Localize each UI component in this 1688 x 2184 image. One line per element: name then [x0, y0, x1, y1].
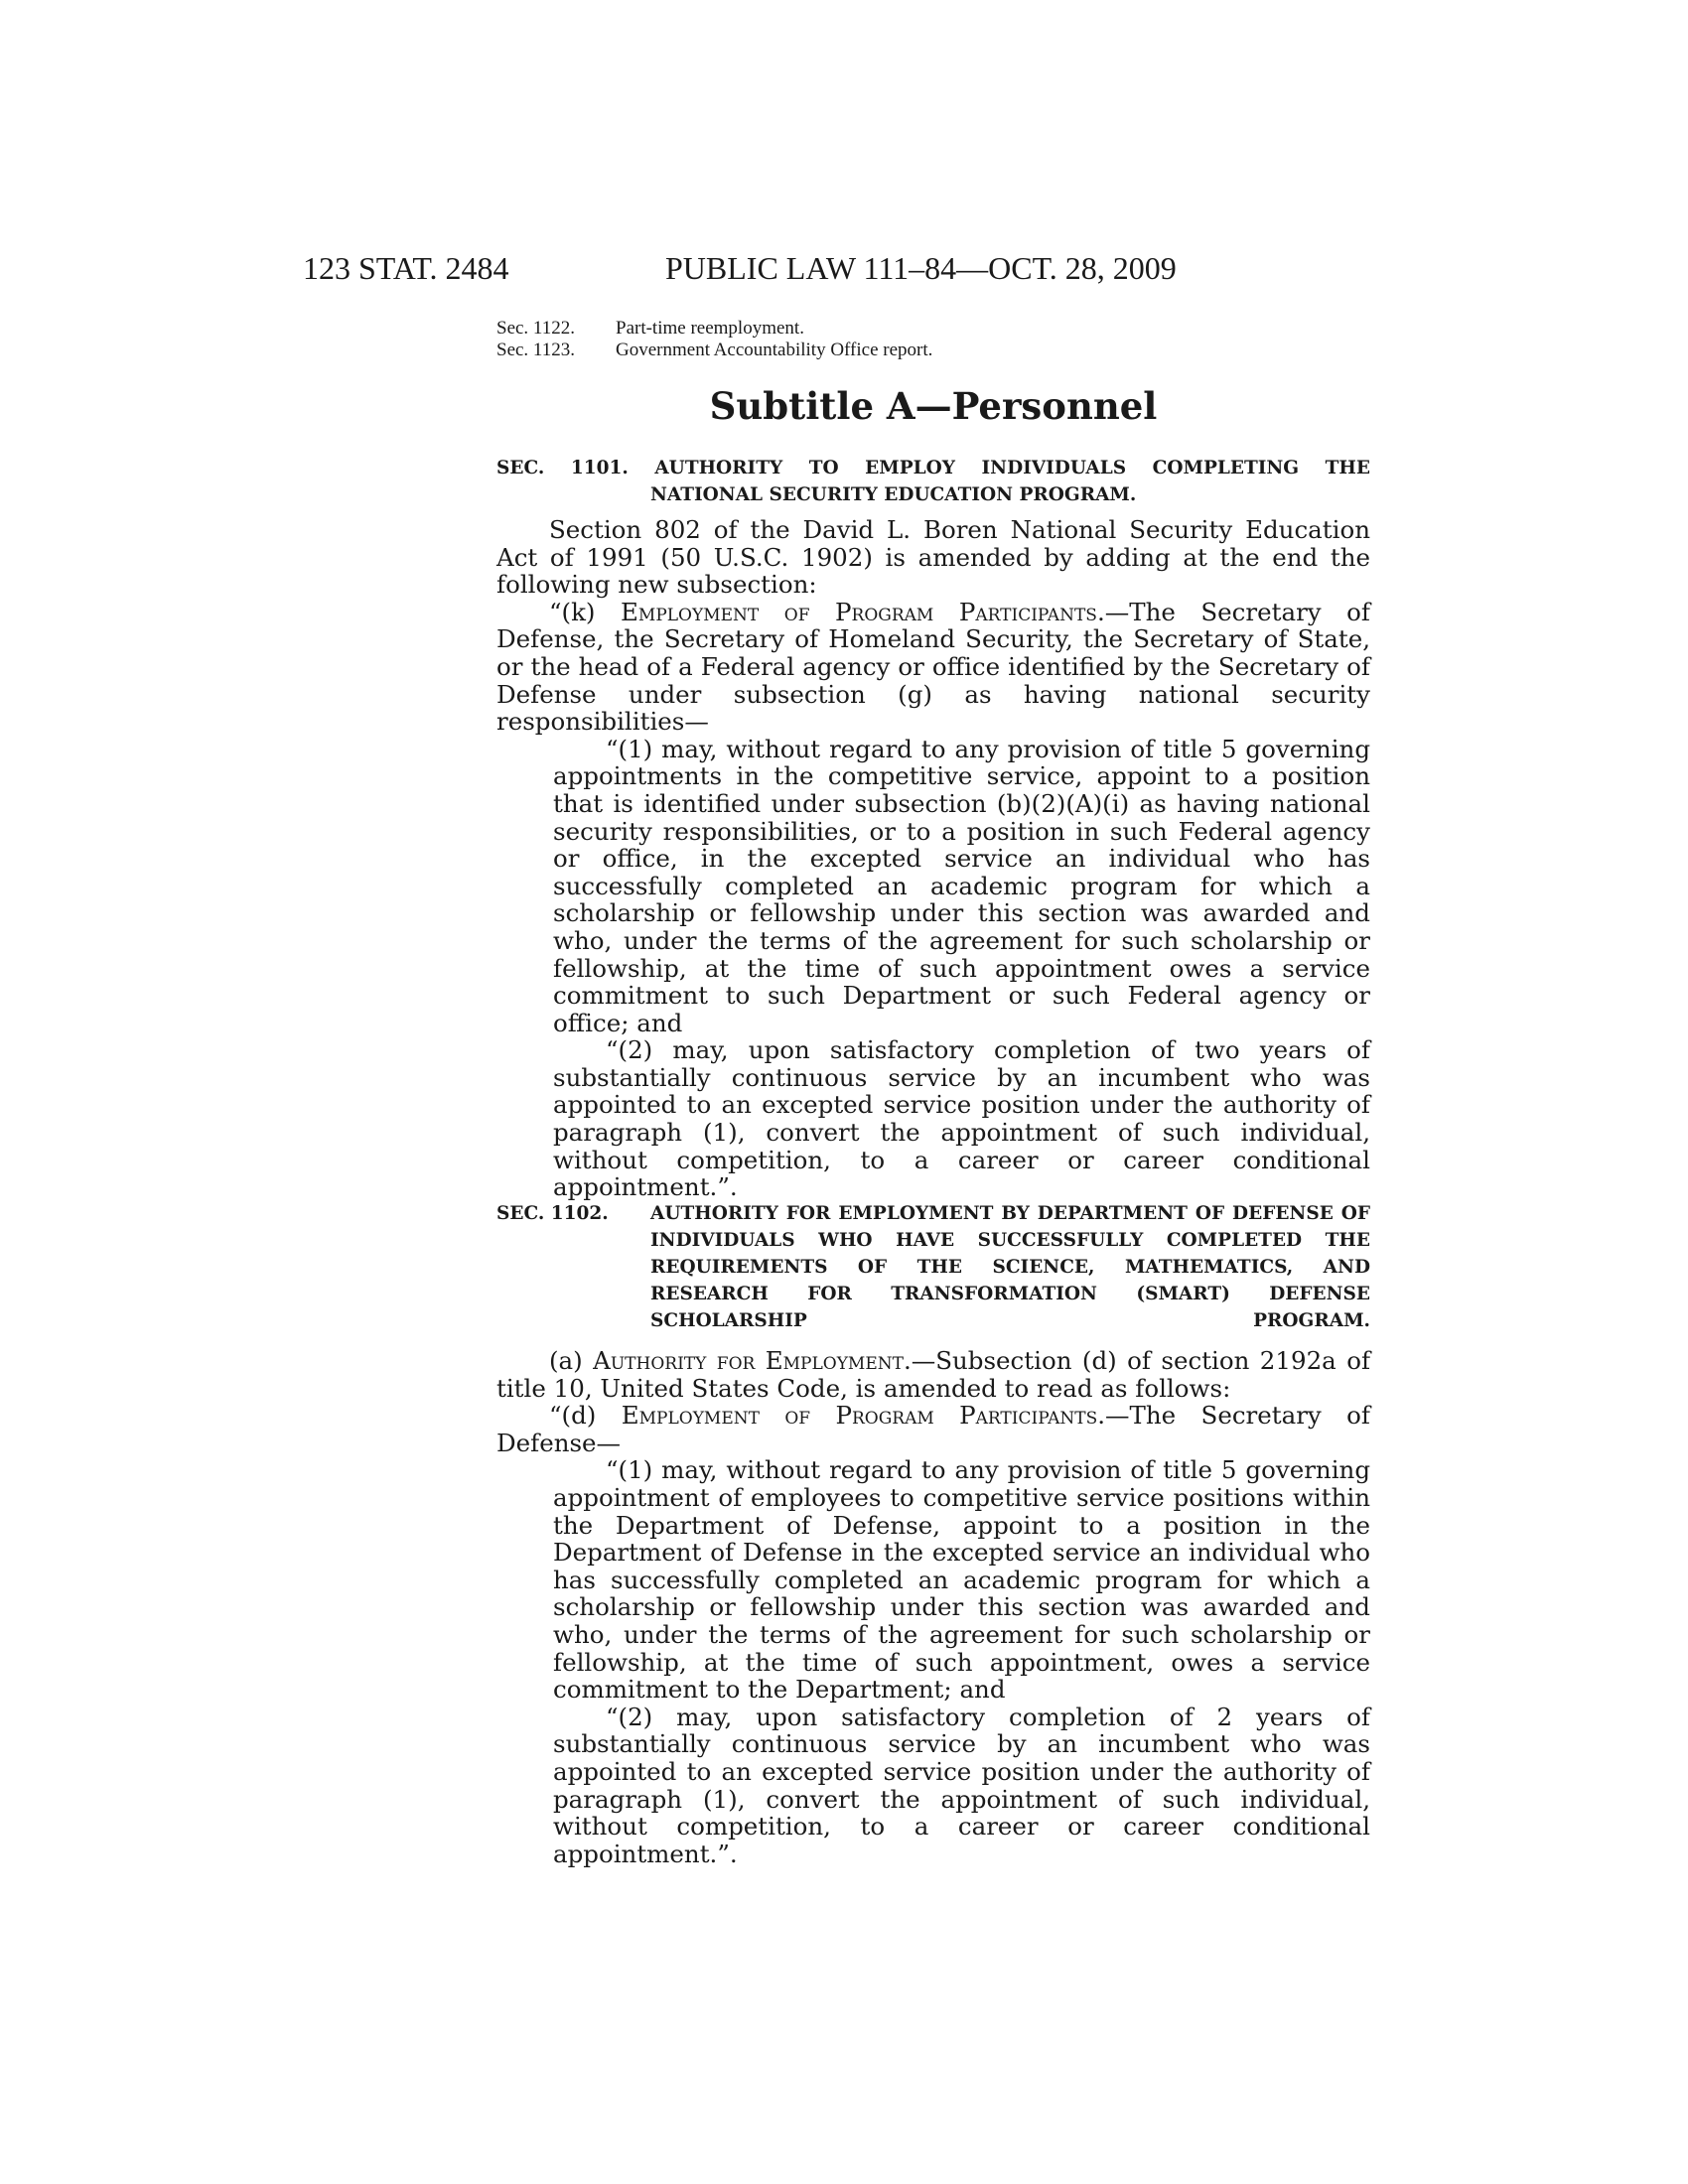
subsection-k [496, 599, 1370, 736]
subsection-k-paragraph-2: “(2) may, upon satisfactory completion of two years of substantially continuous service by an incumbent who was appointed to an excepted service position under the authority of paragraph (1), convert the appointment of such individual, without competition, to a career or career conditional appointment.”. [553, 1035, 1370, 1202]
section-1102-heading [496, 1200, 1370, 1339]
section-1101-intro: Section 802 of the David L. Boren National Security Education Act of 1991 (50 U.S.C. 1902) is amended by adding at the end the following new subsection: [496, 515, 1370, 600]
table-of-contents [496, 318, 932, 361]
section-1102-body [496, 1347, 1370, 1867]
toc-section-number: Sec. 1122. [496, 318, 575, 339]
subsection-a-heading: Authority for Employment [593, 1346, 904, 1375]
toc-section-title: Part-time reemployment. [616, 318, 804, 339]
toc-section-title: Government Accountability Office report. [616, 340, 933, 360]
toc-item [496, 340, 932, 361]
section-1102-number: SEC. 1102. [496, 1203, 609, 1224]
section-1101-title-line2: NATIONAL SECURITY EDUCATION PROGRAM. [650, 484, 1137, 505]
subtitle-heading: Subtitle A—Personnel [709, 384, 1158, 428]
subsection-k-heading: Employment of Program Participants [621, 597, 1097, 626]
section-1101-heading [496, 455, 1370, 508]
subsection-k-paragraph-1: “(1) may, without regard to any provision of title 5 governing appointments in the competitive service, appoint to a position that is identified under subsection (b)(2)(A)(i) as having national security responsibilities, or to a position in such Federal agency or office, in the excepted service an individual who has successfully completed an academic program for which a scholarship or fellowship under this section was awarded and who, under the terms of the agreement for such scholarship or fellowship, at the time of such appointment owes a service commitment to such Department or such Federal agency or office; and [553, 734, 1370, 1037]
subsection-a-text: .—Subsection (d) of section 2192a of title 10, United States Code, is amended to read as follows: [496, 1346, 1371, 1403]
subsection-d-text: .—The Secretary of Defense— [496, 1401, 1370, 1457]
subsection-k-prefix: “(k) [549, 597, 622, 626]
subsection-a-prefix: (a) [549, 1346, 594, 1375]
section-1101-title-line1: AUTHORITY TO EMPLOY INDIVIDUALS COMPLETING THE [654, 458, 1370, 478]
public-law-citation: PUBLIC LAW 111–84—OCT. 28, 2009 [665, 250, 1177, 286]
subsection-d-paragraph-2: “(2) may, upon satisfactory completion of 2 years of substantially continuous service by an incumbent who was appointed to an excepted service position under the authority of paragraph (1), convert the appointment of such individual, without competition, to a career or career conditional appointment.”. [553, 1702, 1370, 1868]
stat-page-number: 123 STAT. 2484 [303, 250, 509, 286]
running-header [0, 248, 1688, 288]
toc-item [496, 318, 932, 340]
section-1101-number: SEC. 1101. [496, 458, 629, 478]
subsection-d-prefix: “(d) [549, 1401, 622, 1431]
subsection-k-text: .—The Secretary of Defense, the Secretary of Homeland Security, the Secretary of State, or the head of a Federal agency or office identified by the Secretary of Defense under subsection (g) as having national security responsibilities— [496, 597, 1370, 737]
subsection-d-paragraph-1: “(1) may, without regard to any provision of title 5 governing appointment of employees to competitive service positions within the Department of Defense, appoint to a position in the Department of Defense in the excepted service an individual who has successfully completed an academic program for which a scholarship or fellowship under this section was awarded and who, under the terms of the agreement for such scholarship or fellowship, at the time of such appointment, owes a service commitment to the Department; and [553, 1455, 1370, 1705]
subsection-a [496, 1347, 1370, 1402]
section-1101-body [496, 516, 1370, 1201]
section-1101-heading-line [496, 455, 1370, 481]
toc-section-number: Sec. 1123. [496, 340, 575, 360]
subsection-d [496, 1402, 1370, 1456]
subsection-d-heading: Employment of Program Participants [621, 1401, 1098, 1431]
section-1102-title: AUTHORITY FOR EMPLOYMENT BY DEPARTMENT OF DEFENSE OF INDIVIDUALS WHO HAVE SUCCESSFULLY COMPLETED THE REQUIREMENTS OF THE SCIENCE, MATHEMATICS, AND RESEARCH FOR TRANSFORMATION (SMART) DEFENSE SCHOLARSHIP PROGRAM. [650, 1203, 1370, 1331]
